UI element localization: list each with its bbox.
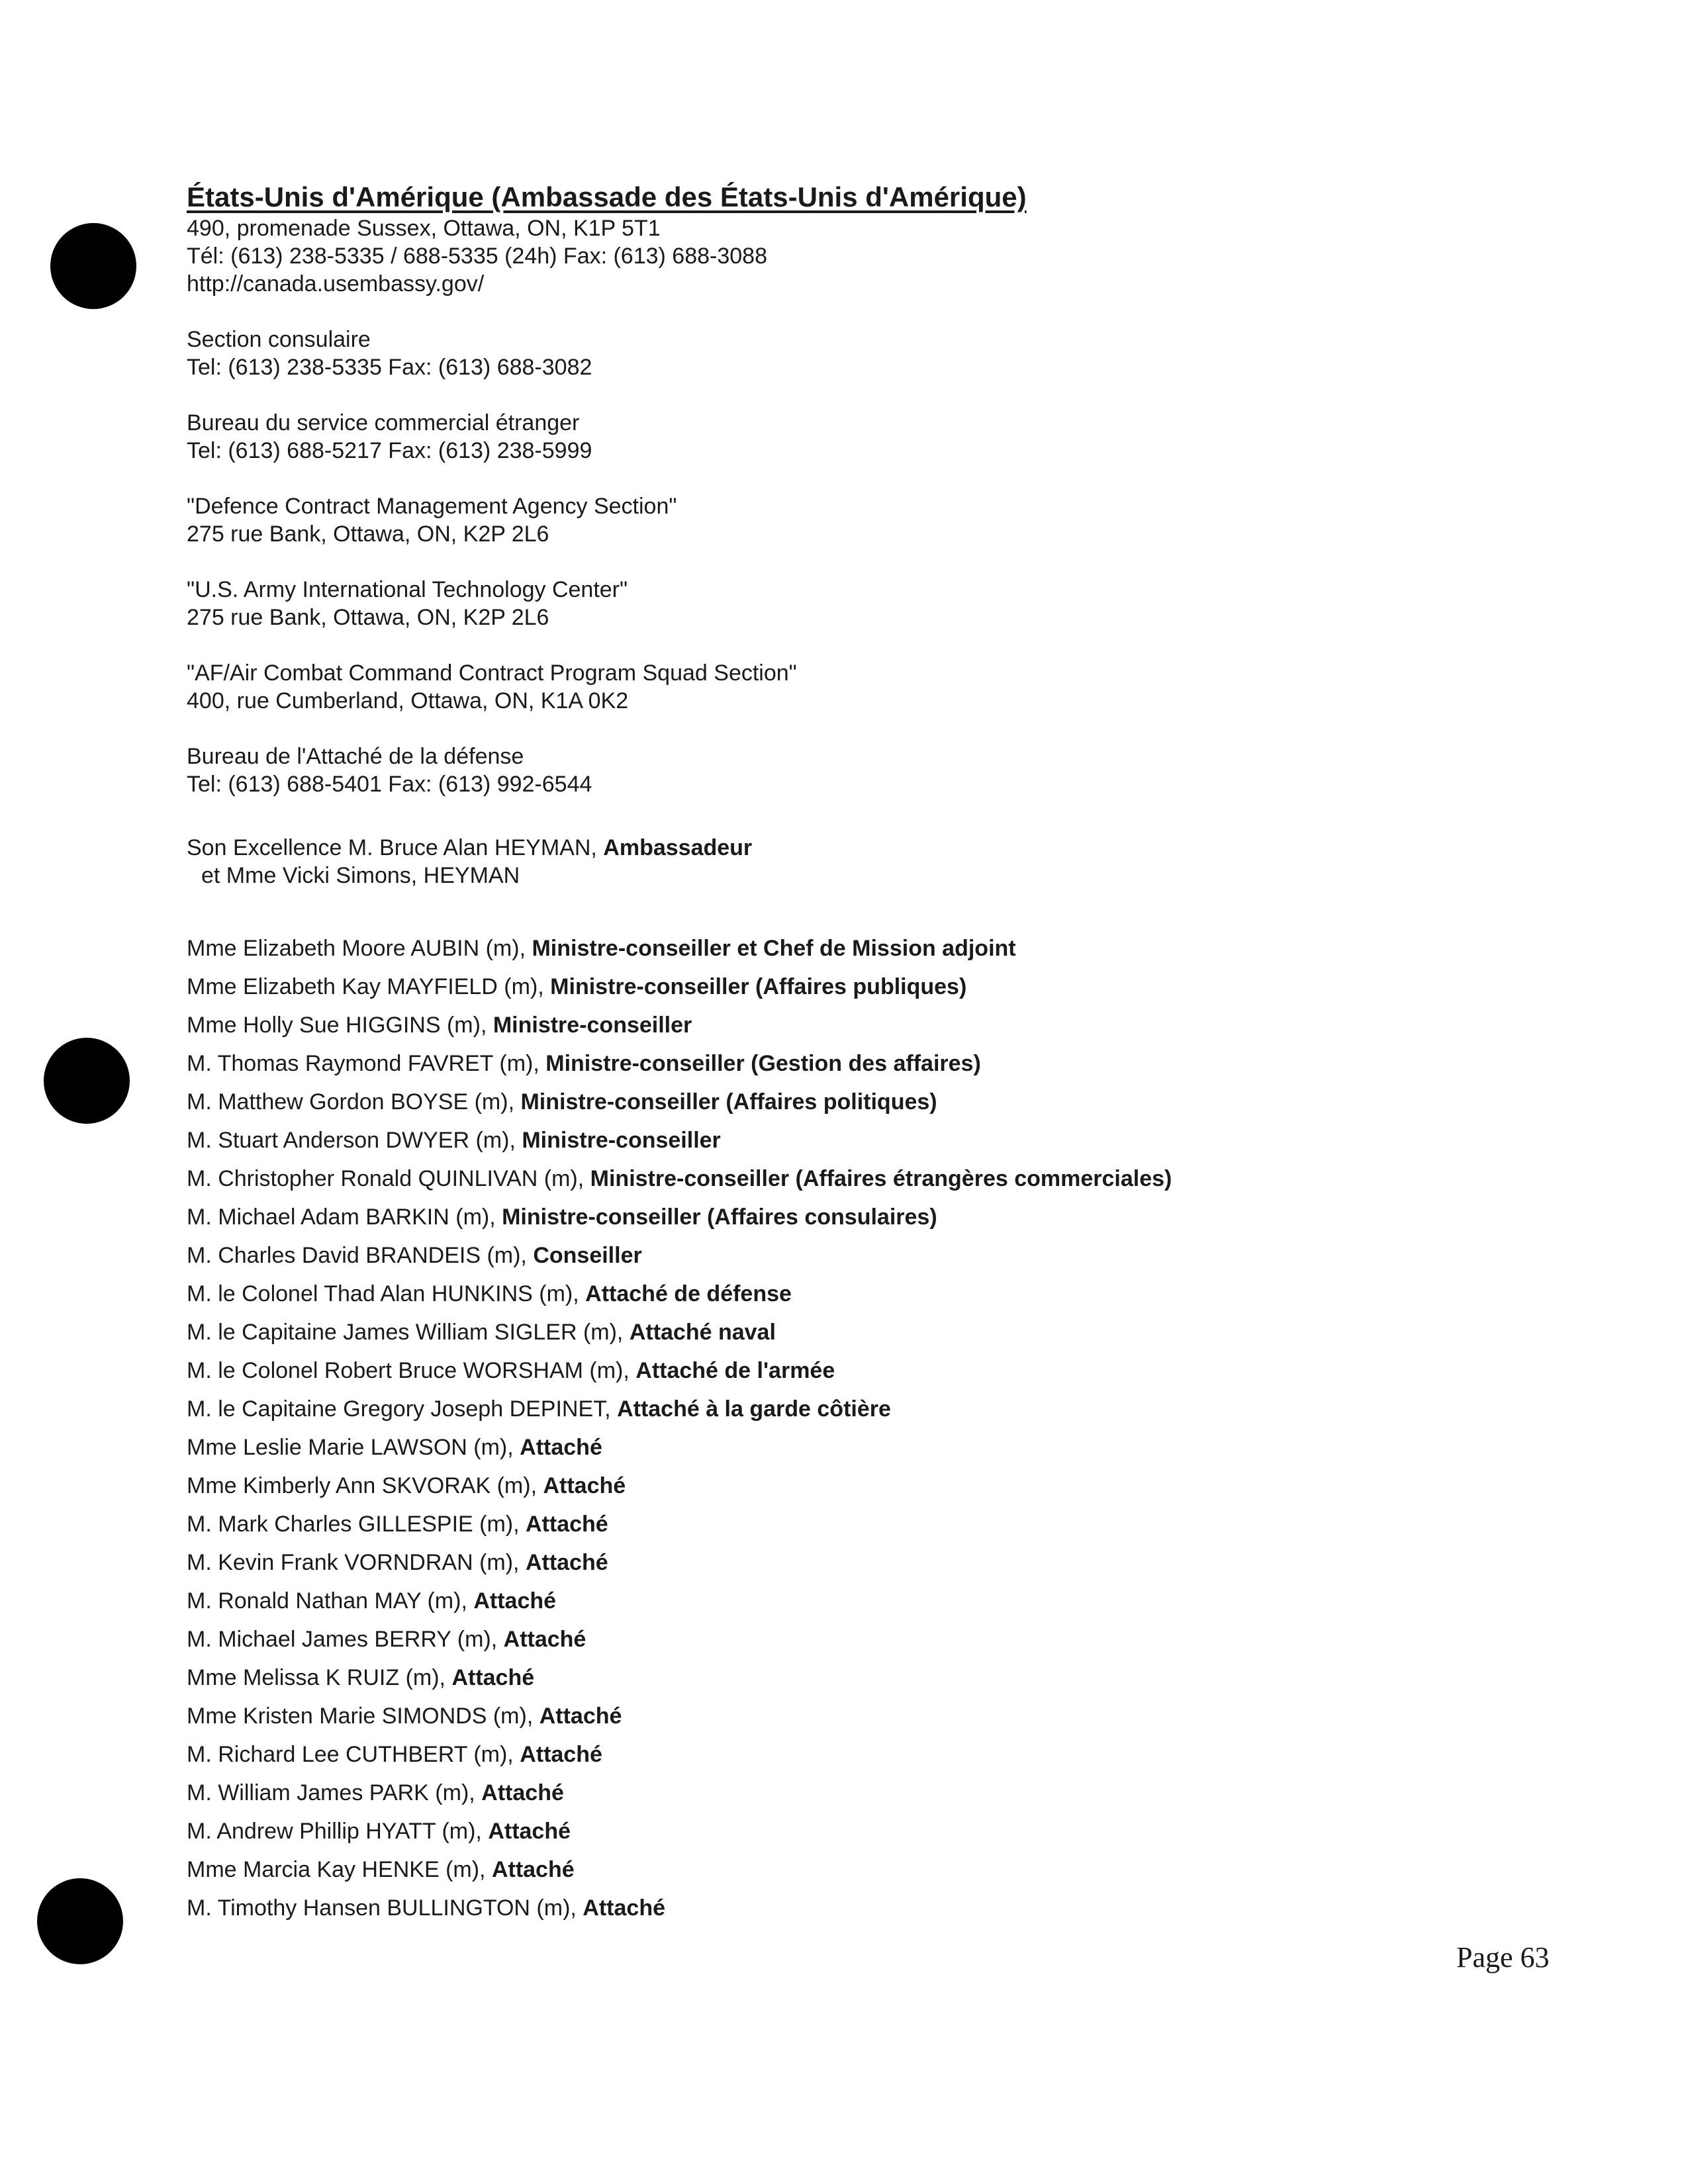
main-contact-block: [187, 214, 1577, 298]
staff-name: Mme Kristen Marie SIMONDS (m),: [187, 1704, 534, 1729]
staff-title: Attaché naval: [629, 1320, 776, 1345]
staff-row: [187, 1275, 1577, 1313]
staff-row: [187, 1582, 1577, 1620]
staff-row: [187, 968, 1577, 1006]
staff-title: Ministre-conseiller (Affaires consulaires): [502, 1205, 937, 1230]
website-link[interactable]: http://canada.usembassy.gov/: [187, 271, 485, 296]
section-block: [187, 326, 1577, 381]
staff-name: M. Kevin Frank VORNDRAN (m),: [187, 1550, 520, 1575]
staff-row: [187, 1006, 1577, 1044]
staff-title: Attaché: [539, 1704, 622, 1729]
staff-title: Attaché: [520, 1435, 602, 1460]
staff-list: [187, 929, 1577, 1927]
section-block: [187, 659, 1577, 715]
staff-title: Ministre-conseiller: [492, 1013, 692, 1038]
staff-title: Attaché: [473, 1588, 557, 1614]
ambassador-title: Ambassadeur: [603, 835, 753, 860]
staff-title: Ministre-conseiller (Affaires étrangères commerciales): [590, 1166, 1172, 1191]
ambassador-line: [187, 834, 1577, 862]
staff-row: [187, 1467, 1577, 1505]
staff-row: [187, 1351, 1577, 1390]
staff-title: Attaché: [526, 1512, 608, 1537]
staff-name: M. le Colonel Thad Alan HUNKINS (m),: [187, 1281, 579, 1306]
staff-title: Ministre-conseiller (Affaires publiques): [550, 974, 967, 999]
staff-name: M. Thomas Raymond FAVRET (m),: [187, 1051, 539, 1076]
staff-title: Ministre-conseiller: [522, 1128, 721, 1153]
staff-row: [187, 1543, 1577, 1582]
staff-title: Ministre-conseiller (Affaires politiques): [520, 1089, 937, 1115]
staff-row: [187, 1313, 1577, 1351]
ambassador-spouse: et Mme Vicki Simons, HEYMAN: [201, 863, 520, 888]
ambassador-name: Son Excellence M. Bruce Alan HEYMAN,: [187, 835, 597, 860]
section-name: Section consulaire: [187, 327, 371, 352]
staff-title: Attaché: [583, 1895, 665, 1921]
staff-title: Attaché: [503, 1627, 586, 1652]
section-detail: Tel: (613) 688-5401 Fax: (613) 992-6544: [187, 772, 592, 797]
staff-name: M. le Capitaine Gregory Joseph DEPINET,: [187, 1396, 611, 1422]
punch-hole: [37, 1878, 123, 1964]
staff-title: Attaché: [520, 1742, 602, 1767]
staff-row: [187, 1889, 1577, 1927]
staff-row: [187, 1121, 1577, 1160]
staff-name: M. le Colonel Robert Bruce WORSHAM (m),: [187, 1358, 630, 1383]
section-name: Bureau du service commercial étranger: [187, 410, 580, 435]
staff-row: [187, 1236, 1577, 1275]
section-block: [187, 492, 1577, 548]
staff-row: [187, 1505, 1577, 1543]
staff-title: Conseiller: [533, 1243, 642, 1268]
section-block: [187, 743, 1577, 798]
section-name: "U.S. Army International Technology Center": [187, 577, 628, 602]
staff-name: M. Richard Lee CUTHBERT (m),: [187, 1742, 514, 1767]
section-detail: Tel: (613) 688-5217 Fax: (613) 238-5999: [187, 438, 592, 463]
staff-name: M. Mark Charles GILLESPIE (m),: [187, 1512, 520, 1537]
ambassador-block: [187, 834, 1577, 889]
staff-row: [187, 1044, 1577, 1083]
staff-title: Attaché: [488, 1819, 571, 1844]
staff-name: M. Michael James BERRY (m),: [187, 1627, 498, 1652]
staff-row: [187, 929, 1577, 968]
staff-title: Attaché de l'armée: [635, 1358, 835, 1383]
staff-name: Mme Marcia Kay HENKE (m),: [187, 1857, 486, 1882]
staff-name: M. Matthew Gordon BOYSE (m),: [187, 1089, 515, 1115]
staff-name: M. Andrew Phillip HYATT (m),: [187, 1819, 482, 1844]
staff-name: M. Christopher Ronald QUINLIVAN (m),: [187, 1166, 585, 1191]
staff-title: Attaché à la garde côtière: [617, 1396, 891, 1422]
staff-title: Ministre-conseiller (Gestion des affaires): [545, 1051, 981, 1076]
staff-row: [187, 1160, 1577, 1198]
staff-name: M. William James PARK (m),: [187, 1780, 475, 1805]
page-heading: États-Unis d'Amérique (Ambassade des États-Unis d'Amérique): [187, 181, 1027, 212]
section-name: Bureau de l'Attaché de la défense: [187, 744, 524, 769]
punch-hole: [44, 1038, 130, 1124]
staff-row: [187, 1812, 1577, 1850]
section-name: "AF/Air Combat Command Contract Program Squad Section": [187, 660, 797, 686]
section-detail: Tel: (613) 238-5335 Fax: (613) 688-3082: [187, 355, 592, 380]
staff-title: Attaché: [543, 1473, 626, 1498]
staff-name: Mme Elizabeth Moore AUBIN (m),: [187, 936, 526, 961]
staff-row: [187, 1697, 1577, 1735]
staff-row: [187, 1735, 1577, 1774]
document-body: [187, 180, 1577, 1927]
section-detail: 275 rue Bank, Ottawa, ON, K2P 2L6: [187, 605, 549, 630]
staff-name: Mme Holly Sue HIGGINS (m),: [187, 1013, 487, 1038]
punch-hole: [50, 223, 136, 309]
staff-name: Mme Leslie Marie LAWSON (m),: [187, 1435, 514, 1460]
staff-name: Mme Elizabeth Kay MAYFIELD (m),: [187, 974, 544, 999]
staff-row: [187, 1083, 1577, 1121]
section-block: [187, 576, 1577, 631]
staff-name: M. Charles David BRANDEIS (m),: [187, 1243, 527, 1268]
staff-row: [187, 1620, 1577, 1659]
staff-name: M. Ronald Nathan MAY (m),: [187, 1588, 467, 1614]
section-detail: 275 rue Bank, Ottawa, ON, K2P 2L6: [187, 522, 549, 547]
staff-row: [187, 1428, 1577, 1467]
staff-title: Attaché: [525, 1550, 608, 1575]
staff-row: [187, 1390, 1577, 1428]
address: 490, promenade Sussex, Ottawa, ON, K1P 5T1: [187, 216, 661, 241]
staff-title: Attaché: [481, 1780, 564, 1805]
section-block: [187, 409, 1577, 465]
staff-name: M. Stuart Anderson DWYER (m),: [187, 1128, 516, 1153]
staff-row: [187, 1774, 1577, 1812]
staff-row: [187, 1659, 1577, 1697]
staff-title: Ministre-conseiller et Chef de Mission adjoint: [532, 936, 1016, 961]
staff-name: M. Michael Adam BARKIN (m),: [187, 1205, 496, 1230]
staff-name: Mme Kimberly Ann SKVORAK (m),: [187, 1473, 538, 1498]
staff-row: [187, 1850, 1577, 1889]
staff-name: M. Timothy Hansen BULLINGTON (m),: [187, 1895, 577, 1921]
phone-fax: Tél: (613) 238-5335 / 688-5335 (24h) Fax: (613) 688-3088: [187, 244, 767, 269]
staff-title: Attaché: [451, 1665, 535, 1690]
page-number: Page 63: [1456, 1941, 1550, 1974]
staff-row: [187, 1198, 1577, 1236]
staff-title: Attaché: [491, 1857, 575, 1882]
section-name: "Defence Contract Management Agency Section": [187, 494, 677, 519]
staff-name: Mme Melissa K RUIZ (m),: [187, 1665, 445, 1690]
staff-name: M. le Capitaine James William SIGLER (m),: [187, 1320, 624, 1345]
staff-title: Attaché de défense: [585, 1281, 792, 1306]
section-detail: 400, rue Cumberland, Ottawa, ON, K1A 0K2: [187, 688, 629, 713]
